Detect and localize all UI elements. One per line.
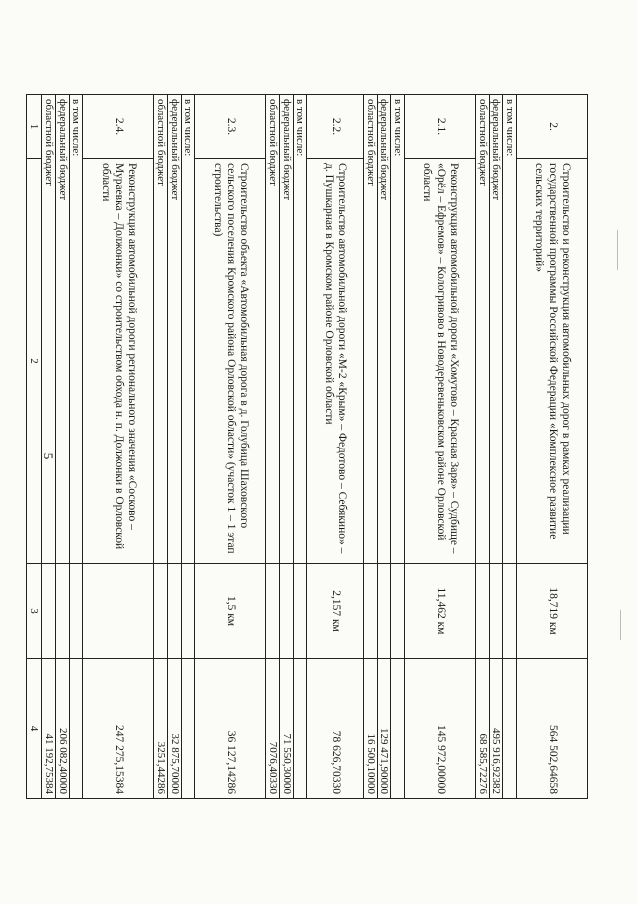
budget-label: федеральный бюджет [279,95,293,564]
road-length: 18,719 км [517,564,588,659]
budget-label: областной бюджет [364,95,378,564]
empty-cell [154,564,168,659]
amount-value: 129 471,90000 [377,659,391,799]
budget-label: федеральный бюджет [167,95,181,564]
budget-label: областной бюджет [476,95,490,564]
table-row-budget [503,95,517,799]
amount-value [391,659,405,799]
table-row-budget [391,95,405,799]
amount-value: 78 626,70330 [307,659,364,799]
scan-mark [617,230,618,270]
budget-label: федеральный бюджет [489,95,503,564]
table-row-budget [154,95,168,799]
row-number: 2. [517,95,588,159]
empty-cell [266,564,280,659]
rotated-page-content [28,94,588,798]
empty-cell [503,564,517,659]
empty-cell [42,564,56,659]
amount-value [181,659,195,799]
amount-value: 36 127,14286 [195,659,266,799]
amount-value [69,659,83,799]
table-row-budget [279,95,293,799]
amount-value [503,659,517,799]
amount-value: 206 082,40000 [56,659,70,799]
amount-value: 7076,40330 [266,659,280,799]
column-number: 3 [26,564,42,659]
road-length: 11,462 км [405,564,476,659]
budget-label: в том числе: [391,95,405,564]
budget-label: областной бюджет [266,95,280,564]
table-row-project [307,95,364,799]
road-length: 1,5 км [195,564,266,659]
table-row-budget [181,95,195,799]
budget-label: областной бюджет [154,95,168,564]
amount-value: 247 275,15384 [83,659,154,799]
amount-value: 32 875,70000 [167,659,181,799]
road-length: 2,157 км [307,564,364,659]
empty-cell [69,564,83,659]
budget-label: в том числе: [293,95,307,564]
table-row-project [517,95,588,799]
budget-label: в том числе: [503,95,517,564]
column-number: 2 [26,159,42,564]
table-row-budget [266,95,280,799]
column-number-row [26,95,42,799]
project-name: Строительство автомобильной дороги «М-2 «Крым» – Федотово – Себякино» – д. Пушкарная в Кромском районе Орловской области [307,159,364,564]
empty-cell [181,564,195,659]
table-row-project [195,95,266,799]
empty-cell [391,564,405,659]
budget-label: в том числе: [69,95,83,564]
project-name: Строительство и реконструкция автомобильных дорог в рамках реализации государственной программы Российской Федерации «Комплексное развитие сельских территорий» [517,159,588,564]
table-row-project [83,95,154,799]
amount-value: 495 916,92382 [489,659,503,799]
budget-label: областной бюджет [42,95,56,564]
table-row-budget [293,95,307,799]
project-name: Реконструкция автомобильной дороги регионального значения «Сосково – Мураевка – Должонки» со строительством обхода н. п. Должонки в Орловской области [83,159,154,564]
table-row-budget [489,95,503,799]
empty-cell [167,564,181,659]
budget-table [26,94,588,799]
empty-cell [364,564,378,659]
amount-value: 71 550,30000 [279,659,293,799]
budget-label: федеральный бюджет [377,95,391,564]
table-row-budget [69,95,83,799]
road-length [83,564,154,659]
amount-value [293,659,307,799]
budget-label: федеральный бюджет [56,95,70,564]
empty-cell [377,564,391,659]
row-number: 2.1. [405,95,476,159]
table-row-budget [476,95,490,799]
empty-cell [293,564,307,659]
table-row-project [405,95,476,799]
column-number: 1 [26,95,42,159]
row-number: 2.2. [307,95,364,159]
column-number: 4 [26,659,42,799]
project-name: Строительство объекта «Автомобильная дорога в д. Голубица Шаховского сельского поселения Кромского района Орловской области» (участок 1 – 1 этап строительства) [195,159,266,564]
table-row-budget [42,95,56,799]
scan-mark [620,610,621,640]
budget-label: в том числе: [181,95,195,564]
amount-value: 3251,44286 [154,659,168,799]
empty-cell [476,564,490,659]
table-row-budget [167,95,181,799]
amount-value: 41 192,75384 [42,659,56,799]
amount-value: 564 502,64658 [517,659,588,799]
page-number: 5 [41,452,56,460]
table-row-budget [377,95,391,799]
empty-cell [56,564,70,659]
project-name: Реконструкция автомобильной дороги «Хомутово – Красная Заря» – Судбище – «Орёл – Ефремов» – Кологривово в Новодеревеньковском районе Орловской области [405,159,476,564]
empty-cell [489,564,503,659]
row-number: 2.4. [83,95,154,159]
table-row-budget [364,95,378,799]
table-row-budget [56,95,70,799]
amount-value: 68 585,72276 [476,659,490,799]
row-number: 2.3. [195,95,266,159]
amount-value: 16 500,10000 [364,659,378,799]
amount-value: 145 972,00000 [405,659,476,799]
empty-cell [279,564,293,659]
